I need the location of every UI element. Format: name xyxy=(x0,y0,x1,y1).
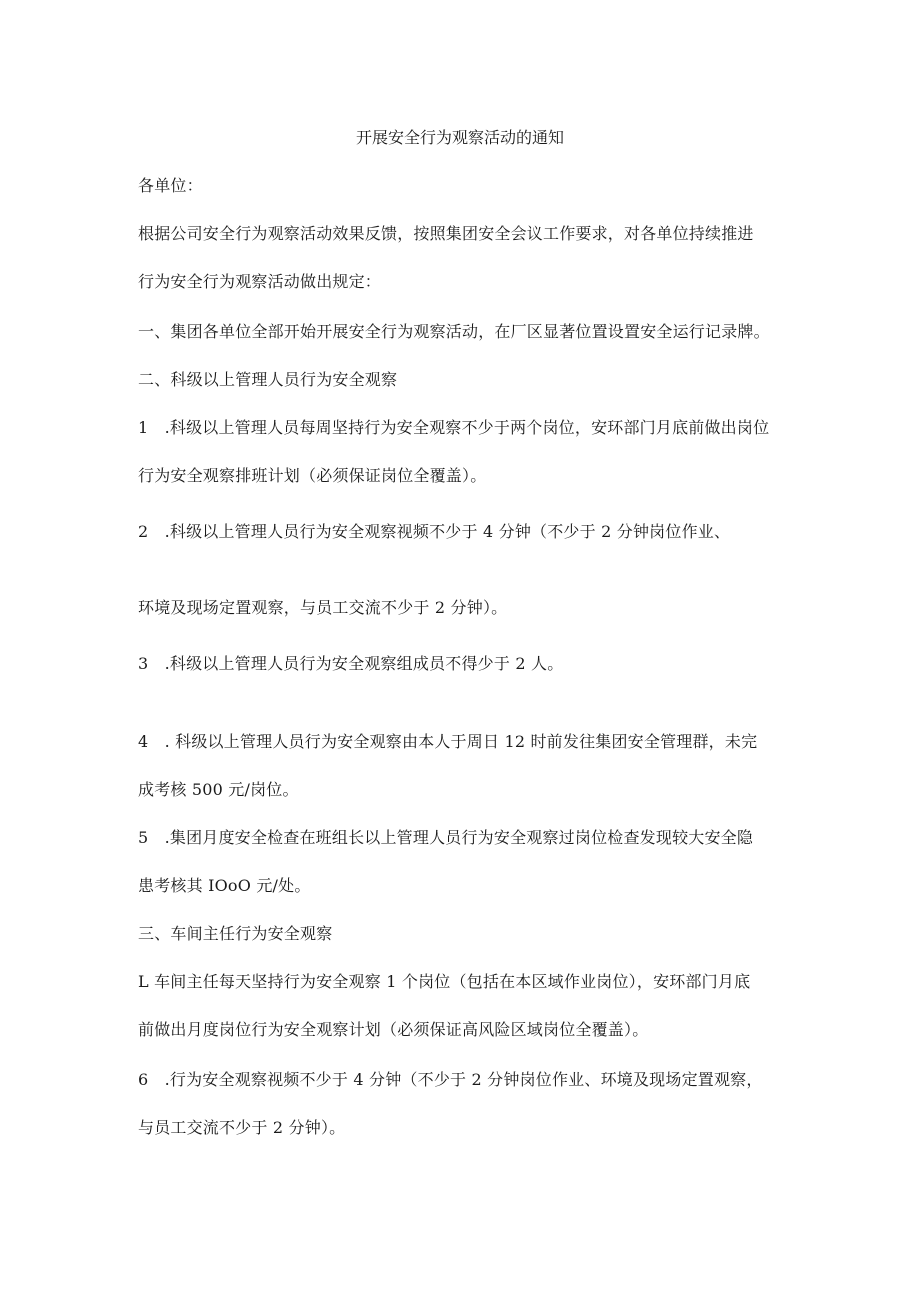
salutation: 各单位： xyxy=(138,176,203,195)
section-3-item-2-line-2: 与员工交流不少于 2 分钟）。 xyxy=(138,1118,346,1137)
section-2-heading: 二、科级以上管理人员行为安全观察 xyxy=(138,370,398,389)
section-2-item-4-line-2: 成考核 500 元/岗位。 xyxy=(138,780,299,799)
section-2-item-5-line-2: 患考核其 IOoO 元/处。 xyxy=(138,876,311,895)
intro-line-1: 根据公司安全行为观察活动效果反馈，按照集团安全会议工作要求，对各单位持续推进 xyxy=(138,224,754,243)
section-2-item-2-line-2: 环境及现场定置观察，与员工交流不少于 2 分钟）。 xyxy=(138,598,508,617)
section-2-item-1-line-2: 行为安全观察排班计划（必须保证岗位全覆盖）。 xyxy=(138,466,487,485)
section-1: 一、集团各单位全部开始开展安全行为观察活动，在厂区显著位置设置安全运行记录牌。 xyxy=(138,322,770,341)
section-3-heading: 三、车间主任行为安全观察 xyxy=(138,924,333,943)
section-2-item-1-line-1: 1 .科级以上管理人员每周坚持行为安全观察不少于两个岗位，安环部门月底前做出岗位 xyxy=(138,418,770,437)
section-3-item-1-line-2: 前做出月度岗位行为安全观察计划（必须保证高风险区域岗位全覆盖）。 xyxy=(138,1020,649,1039)
section-2-item-4-line-1: 4 . 科级以上管理人员行为安全观察由本人于周日 12 时前发往集团安全管理群，未完 xyxy=(138,732,758,751)
section-2-item-5-line-1: 5 .集团月度安全检查在班组长以上管理人员行为安全观察过岗位检查发现较大安全隐 xyxy=(138,828,754,847)
section-2-item-2-line-1: 2 .科级以上管理人员行为安全观察视频不少于 4 分钟（不少于 2 分钟岗位作业、 xyxy=(138,522,731,541)
section-3-item-2-line-1: 6 .行为安全观察视频不少于 4 分钟（不少于 2 分钟岗位作业、环境及现场定置观察， xyxy=(138,1070,763,1089)
document-title: 开展安全行为观察活动的通知 xyxy=(355,128,564,147)
section-2-item-3: 3 .科级以上管理人员行为安全观察组成员不得少于 2 人。 xyxy=(138,654,564,673)
intro-line-2: 行为安全行为观察活动做出规定： xyxy=(138,272,382,291)
section-3-item-1-line-1: L 车间主任每天坚持行为安全观察 1 个岗位（包括在本区域作业岗位），安环部门月底 xyxy=(138,972,751,991)
